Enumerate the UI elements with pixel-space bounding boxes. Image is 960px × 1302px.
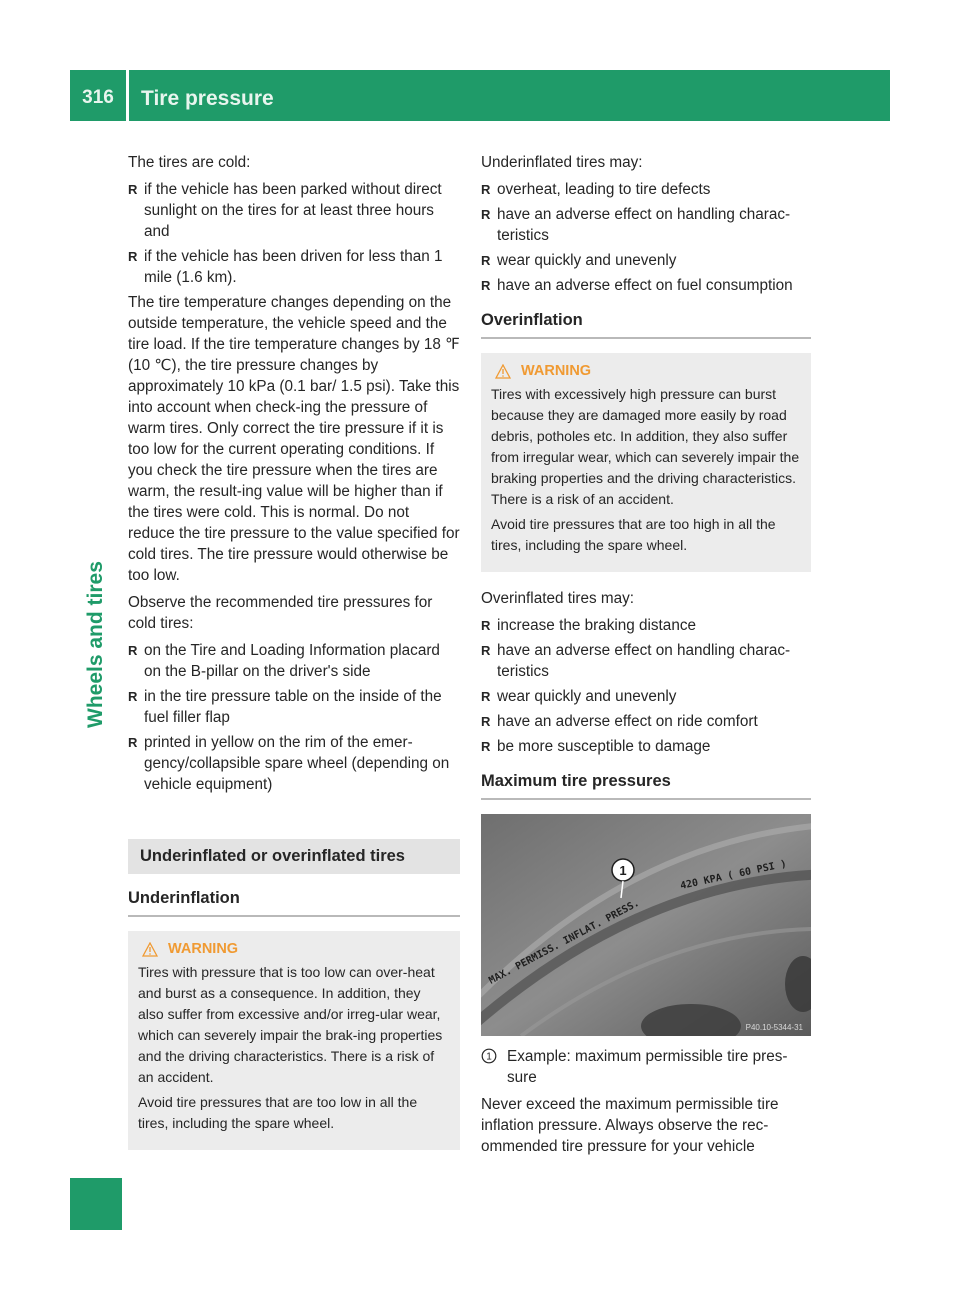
bullet-icon: R bbox=[128, 249, 138, 264]
callout-number-icon bbox=[481, 1048, 497, 1064]
warning-header bbox=[491, 361, 801, 382]
warning-header bbox=[138, 939, 450, 960]
bullet-icon: R bbox=[128, 182, 138, 197]
bullet-icon: R bbox=[128, 735, 138, 750]
right-column bbox=[481, 152, 811, 1163]
section-heading: Underinflated or overinflated tires bbox=[128, 839, 460, 874]
bullet-icon: R bbox=[481, 618, 491, 633]
left-column bbox=[128, 152, 460, 1166]
list-item: R wear quickly and unevenly bbox=[481, 688, 677, 705]
paragraph: Never exceed the maximum permissible tire inflation pressure. Always observe the rec-ommended tire pressure for your vehicle bbox=[481, 1096, 779, 1155]
list-item: R have an adverse effect on handling charac-teristics bbox=[481, 206, 791, 244]
subsection-heading: Overinflation bbox=[481, 306, 811, 339]
bullet-icon: R bbox=[481, 714, 491, 729]
bullet-icon: R bbox=[481, 278, 491, 293]
warning-box bbox=[481, 353, 811, 572]
paragraph: The tires are cold: bbox=[128, 154, 251, 171]
list-item: R have an adverse effect on handling charac-teristics bbox=[481, 642, 791, 680]
figure-caption bbox=[481, 1046, 811, 1088]
paragraph: Observe the recommended tire pressures for cold tires: bbox=[128, 594, 433, 632]
bullet-icon: R bbox=[481, 182, 491, 197]
bullet-icon: R bbox=[128, 689, 138, 704]
bullet-icon: R bbox=[481, 253, 491, 268]
page-title: Tire pressure bbox=[141, 87, 274, 110]
list-item: R in the tire pressure table on the inside of the fuel filler flap bbox=[128, 688, 442, 726]
overinflated-effects-list bbox=[481, 615, 811, 757]
warning-text: Tires with excessively high pressure can burst because they are damaged more easily by road debris, potholes etc. In addition, they also suffer from irregular wear, which can severely impair the braking properties and the driving characteristics. There is a risk of an accident. bbox=[491, 386, 800, 507]
paragraph: Overinflated tires may: bbox=[481, 590, 635, 607]
bullet-icon: R bbox=[481, 689, 491, 704]
figure-code: P40.10-5344-31 bbox=[745, 1023, 803, 1032]
paragraph: Underinflated tires may: bbox=[481, 154, 643, 171]
side-tab-marker bbox=[70, 1178, 122, 1230]
bullet-icon: R bbox=[481, 207, 491, 222]
warning-text: Tires with pressure that is too low can over-heat and burst as a consequence. In addition, they also suffer from excessive and/or irreg-ular wear, which can severely impair the brak-ing properties and the driving characteristics. There is a risk of an accident. bbox=[138, 964, 443, 1085]
warning-text: Avoid tire pressures that are too low in all the tires, including the spare wheel. bbox=[138, 1094, 418, 1131]
list-item: R increase the braking distance bbox=[481, 617, 696, 634]
caption-text: Example: maximum permissible tire pres-sure bbox=[507, 1048, 788, 1086]
list-item: R if the vehicle has been parked without direct sunlight on the tires for at least three hours and bbox=[128, 181, 442, 240]
pressure-location-list bbox=[128, 640, 460, 795]
warning-label: WARNING bbox=[168, 941, 239, 957]
warning-box bbox=[128, 931, 460, 1150]
page-number: 316 bbox=[82, 87, 114, 108]
list-item: R overheat, leading to tire defects bbox=[481, 181, 711, 198]
callout-number: 1 bbox=[619, 863, 627, 878]
subsection-heading: Maximum tire pressures bbox=[481, 767, 811, 800]
cold-conditions-list bbox=[128, 179, 460, 288]
bullet-icon: R bbox=[128, 643, 138, 658]
bullet-icon: R bbox=[481, 739, 491, 754]
rim-text-max-press: MAX. PERMISS. INFLAT. PRESS. bbox=[487, 897, 642, 987]
warning-text: Avoid tire pressures that are too high in all the tires, including the spare wheel. bbox=[491, 516, 776, 553]
list-item: R printed in yellow on the rim of the emer-gency/collapsible spare wheel (depending on vehicle equipment) bbox=[128, 734, 450, 793]
tire-rim-figure bbox=[481, 814, 811, 1036]
list-item: R wear quickly and unevenly bbox=[481, 252, 677, 269]
underinflated-effects-list bbox=[481, 179, 811, 296]
list-item: R have an adverse effect on ride comfort bbox=[481, 713, 758, 730]
side-tab-label: Wheels and tires bbox=[84, 561, 107, 729]
warning-icon bbox=[495, 364, 511, 379]
header-divider bbox=[126, 70, 129, 121]
warning-icon bbox=[142, 942, 158, 957]
rim-text-value: 420 KPA ( 60 PSI ) bbox=[679, 858, 788, 892]
list-item: R have an adverse effect on fuel consumption bbox=[481, 277, 793, 294]
bullet-icon: R bbox=[481, 643, 491, 658]
list-item: R be more susceptible to damage bbox=[481, 738, 711, 755]
svg-text:1: 1 bbox=[486, 1051, 492, 1063]
warning-label: WARNING bbox=[521, 363, 592, 379]
list-item: R on the Tire and Loading Information placard on the B-pillar on the driver's side bbox=[128, 642, 440, 680]
list-item: R if the vehicle has been driven for less than 1 mile (1.6 km). bbox=[128, 248, 443, 286]
paragraph: The tire temperature changes depending on the outside temperature, the vehicle speed and the tire load. If the tire temperature changes by 18 ℉ (10 ℃), the tire pressure changes by approximately 10 kPa (0.1 bar/ 1.5 psi). Take this into account when check-ing the pressure of warm tires. Only correct the tire pressure if it is too low for the current operating conditions. If you check the tire pressure when the tires are warm, the result-ing value will be higher than if the tires were cold. This is normal. Do not reduce the tire pressure to the value specified for cold tires. The tire pressure would otherwise be too low. bbox=[128, 294, 460, 584]
subsection-heading: Underinflation bbox=[128, 884, 460, 917]
